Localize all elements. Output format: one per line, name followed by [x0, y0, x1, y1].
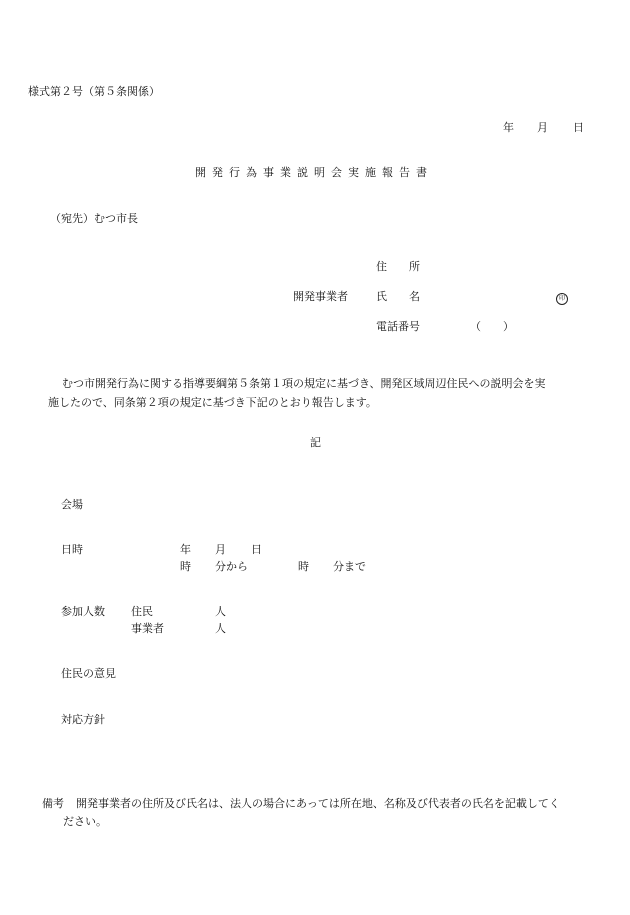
- operators-unit: 人: [215, 622, 226, 635]
- body-paragraph: [48, 374, 608, 412]
- datetime-until: 分まで: [333, 560, 366, 573]
- datetime-from: 分から: [215, 560, 248, 573]
- date-month-label: 月: [537, 121, 548, 134]
- date-day-label: 日: [573, 121, 584, 134]
- residents-label: 住民: [131, 605, 153, 618]
- addressee: （宛先）むつ市長: [50, 212, 138, 225]
- datetime-hour-end: 時: [298, 560, 309, 573]
- datetime-month: 月: [215, 543, 226, 556]
- ki-heading: 記: [310, 436, 321, 449]
- residents-unit: 人: [215, 605, 226, 618]
- document-title: 開発行為事業説明会実施報告書: [195, 166, 433, 179]
- attendance-label: 参加人数: [61, 605, 105, 618]
- date-year-label: 年: [503, 121, 514, 134]
- body-line-2: 施したので、同条第２項の規定に基づき下記のとおり報告します。: [48, 396, 377, 409]
- seal-icon: 印: [556, 293, 568, 305]
- form-number: 様式第２号（第５条関係）: [28, 85, 160, 98]
- applicant-role-label: 開発事業者: [293, 290, 348, 303]
- name-label: 氏 名: [376, 290, 420, 303]
- phone-parentheses: （ ）: [470, 320, 514, 333]
- response-label: 対応方針: [61, 713, 105, 726]
- venue-label: 会場: [61, 498, 83, 511]
- seal-mark: [556, 290, 568, 305]
- datetime-label: 日時: [61, 543, 83, 556]
- opinions-label: 住民の意見: [61, 667, 116, 680]
- remarks-label: 備考: [42, 797, 64, 810]
- datetime-day: 日: [251, 543, 262, 556]
- datetime-year: 年: [180, 543, 191, 556]
- phone-label: 電話番号: [376, 320, 420, 333]
- body-line-1: むつ市開発行為に関する指導要綱第５条第１項の規定に基づき、開発区域周辺住民への説明会を実: [62, 377, 546, 390]
- address-label: 住 所: [376, 260, 420, 273]
- remarks-line-1: 開発事業者の住所及び氏名は、法人の場合にあっては所在地、名称及び代表者の氏名を記載してく: [76, 797, 560, 810]
- operators-label: 事業者: [131, 622, 164, 635]
- remarks-line-2: ださい。: [63, 815, 107, 828]
- datetime-hour-start: 時: [180, 560, 191, 573]
